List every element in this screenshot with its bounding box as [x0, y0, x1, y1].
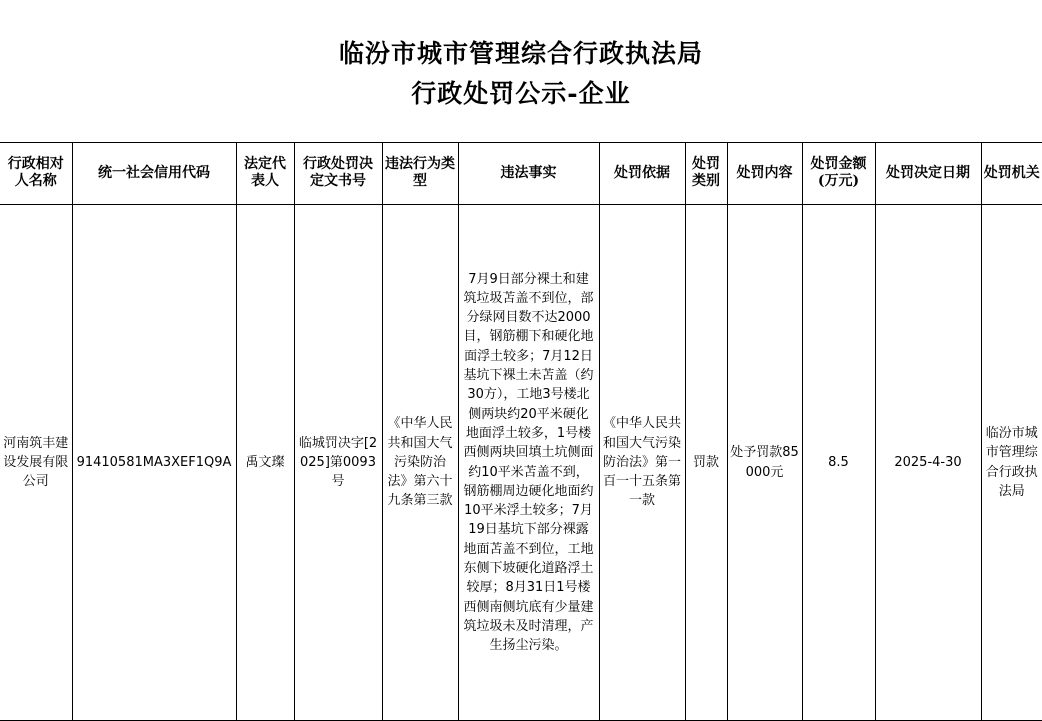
cell-legal-rep: 禹文璨	[236, 205, 294, 721]
cell-credit-code: 91410581MA3XEF1Q9A	[72, 205, 236, 721]
cell-date: 2025-4-30	[875, 205, 981, 721]
header-date: 处罚决定日期	[875, 142, 981, 205]
cell-authority: 临汾市城市管理综合行政执法局	[981, 205, 1042, 721]
cell-amount: 8.5	[802, 205, 875, 721]
header-basis: 处罚依据	[599, 142, 685, 205]
table-header-row	[0, 142, 1042, 205]
header-amount: 处罚金额(万元)	[802, 142, 875, 205]
header-credit-code: 统一社会信用代码	[72, 142, 236, 205]
header-violation-type: 违法行为类型	[382, 142, 458, 205]
penalty-table	[0, 142, 1042, 721]
header-category: 处罚类别	[685, 142, 727, 205]
header-facts: 违法事实	[458, 142, 599, 205]
notice-title: 行政处罚公示-企业	[411, 79, 631, 108]
header-content: 处罚内容	[727, 142, 802, 205]
cell-violation-type: 《中华人民共和国大气污染防治法》第六十九条第三款	[382, 205, 458, 721]
cell-facts: 7月9日部分裸土和建筑垃圾苫盖不到位，部分绿网目数不达2000目，钢筋棚下和硬化地面浮土较多；7月12日基坑下裸土未苫盖（约30方），工地3号楼北侧两块约20平米硬化地面浮土较多，1号楼西侧两块回填土坑侧面约10平米苫盖不到，钢筋棚周边硬化地面约10平米浮土较多；7月19日基坑下部分裸露地面苫盖不到位，工地东侧下坡硬化道路浮土较厚；8月31日1号楼西侧南侧坑底有少量建筑垃圾未及时清理，产生扬尘污染。	[458, 205, 599, 721]
agency-title: 临汾市城市管理综合行政执法局	[338, 39, 703, 68]
table-row	[0, 205, 1042, 721]
cell-party: 河南筑丰建设发展有限公司	[0, 205, 72, 721]
cell-content: 处予罚款85000元	[727, 205, 802, 721]
document-header	[0, 0, 1042, 143]
header-doc-no: 行政处罚决定文书号	[294, 142, 382, 205]
header-authority: 处罚机关	[981, 142, 1042, 205]
header-legal-rep: 法定代表人	[236, 142, 294, 205]
header-party: 行政相对人名称	[0, 142, 72, 205]
cell-category: 罚款	[685, 205, 727, 721]
cell-basis: 《中华人民共和国大气污染防治法》第一百一十五条第一款	[599, 205, 685, 721]
cell-doc-no: 临城罚决字[2025]第0093号	[294, 205, 382, 721]
